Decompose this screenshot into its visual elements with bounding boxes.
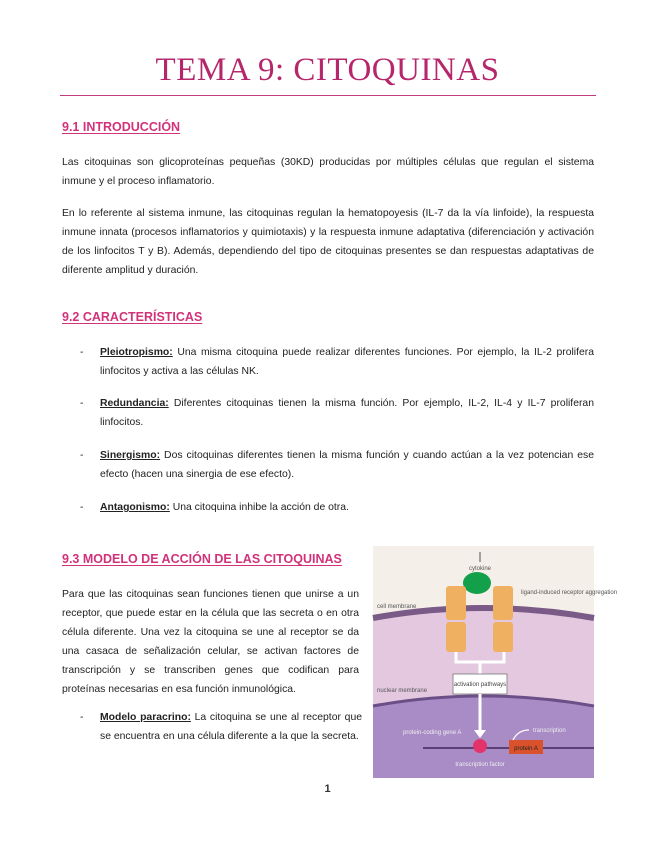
list-bullet: -	[80, 398, 84, 409]
list-item-antagonismo	[100, 498, 594, 517]
term-description: La citoquina se une al receptor que se encuentra en una célula diferente a la que la secreta.	[100, 712, 362, 742]
list-item-modelo-paracrino	[100, 708, 362, 746]
label-receptor: ligand-induced receptor aggregation	[521, 590, 618, 596]
list-item-redundancia	[100, 394, 594, 432]
term-description: Diferentes citoquinas tienen la misma función. Por ejemplo, IL-2, IL-4 y IL-7 proliferan linfocitos.	[100, 398, 594, 428]
term-label: Modelo paracrino:	[100, 712, 191, 723]
receptor-domain-left	[446, 622, 466, 652]
term-description: Dos citoquinas diferentes tienen la misma función y cuando actúan a la vez potencian ese efecto (hacen una sinergia de ese efecto).	[100, 450, 594, 480]
label-transcription: transcription	[533, 728, 566, 734]
list-bullet: -	[80, 502, 84, 513]
cytokine-signaling-figure	[373, 546, 618, 778]
label-nuclear-membrane: nuclear membrane	[377, 688, 428, 694]
cytokine-ligand	[463, 572, 491, 594]
page-title: TEMA 9: CITOQUINAS	[155, 52, 500, 88]
section-heading-intro: 9.1 INTRODUCCIÓN	[62, 120, 181, 134]
intro-paragraph-2: En lo referente al sistema inmune, las citoquinas regulan la hematopoyesis (IL-7 da la vía linfoide), la respuesta inmune innata (procesos inflamatorios y quimiotaxis) y la respuesta inmune adaptativa (diferenciación y activación de los linfocitos T y B). Además, dependiendo del tipo de citoquinas presentes se dan respuestas adaptativas de diferente amplitud y duración.	[62, 208, 594, 276]
section-heading-modelo: 9.3 MODELO DE ACCIÓN DE LAS CITOQUINAS	[62, 552, 342, 566]
term-description: Una misma citoquina puede realizar diferentes funciones. Por ejemplo, la IL-2 prolifera linfocitos y activa a las células NK.	[100, 347, 594, 377]
label-gene: protein-coding gene A	[403, 730, 462, 736]
page-number: 1	[324, 783, 331, 795]
cytokine-signaling-diagram	[373, 546, 618, 778]
list-item-sinergismo	[100, 446, 594, 484]
label-activation: activation pathways	[453, 682, 507, 688]
receptor-subunit-left	[446, 586, 466, 620]
label-protein-a: protein A	[514, 746, 538, 752]
term-label: Pleiotropismo:	[100, 347, 173, 358]
transcription-factor	[473, 739, 487, 753]
label-transcription-factor: transcription factor	[455, 762, 505, 768]
receptor-subunit-right	[493, 586, 513, 620]
intro-paragraph-1: Las citoquinas son glicoproteínas pequeñas (30KD) producidas por múltiples células que regulan el sistema inmune y el proceso inflamatorio.	[62, 157, 594, 187]
list-item-pleiotropismo	[100, 343, 594, 381]
label-cell-membrane: cell membrane	[377, 604, 417, 610]
term-description: Una citoquina inhibe la acción de otra.	[169, 502, 349, 513]
term-label: Sinergismo:	[100, 450, 161, 461]
list-bullet: -	[80, 347, 84, 358]
list-bullet: -	[80, 450, 84, 461]
label-cytokine: cytokine	[468, 566, 492, 572]
receptor-domain-right	[493, 622, 513, 652]
term-label: Redundancia:	[100, 398, 169, 409]
modelo-paragraph-1: Para que las citoquinas sean funciones tienen que unirse a un receptor, que puede estar en la célula que las secreta o en otra célula diferente. Una vez la citoquina se une al receptor se da una casaca de señalización celular, se activan factores de transcripción y se transcriben genes que codifican para proteínas necesarias en esa función inmunológica.	[62, 589, 359, 695]
term-label: Antagonismo:	[100, 502, 170, 513]
title-divider	[60, 95, 596, 96]
section-heading-caracteristicas: 9.2 CARACTERÍSTICAS	[62, 310, 203, 324]
list-bullet: -	[80, 712, 84, 723]
